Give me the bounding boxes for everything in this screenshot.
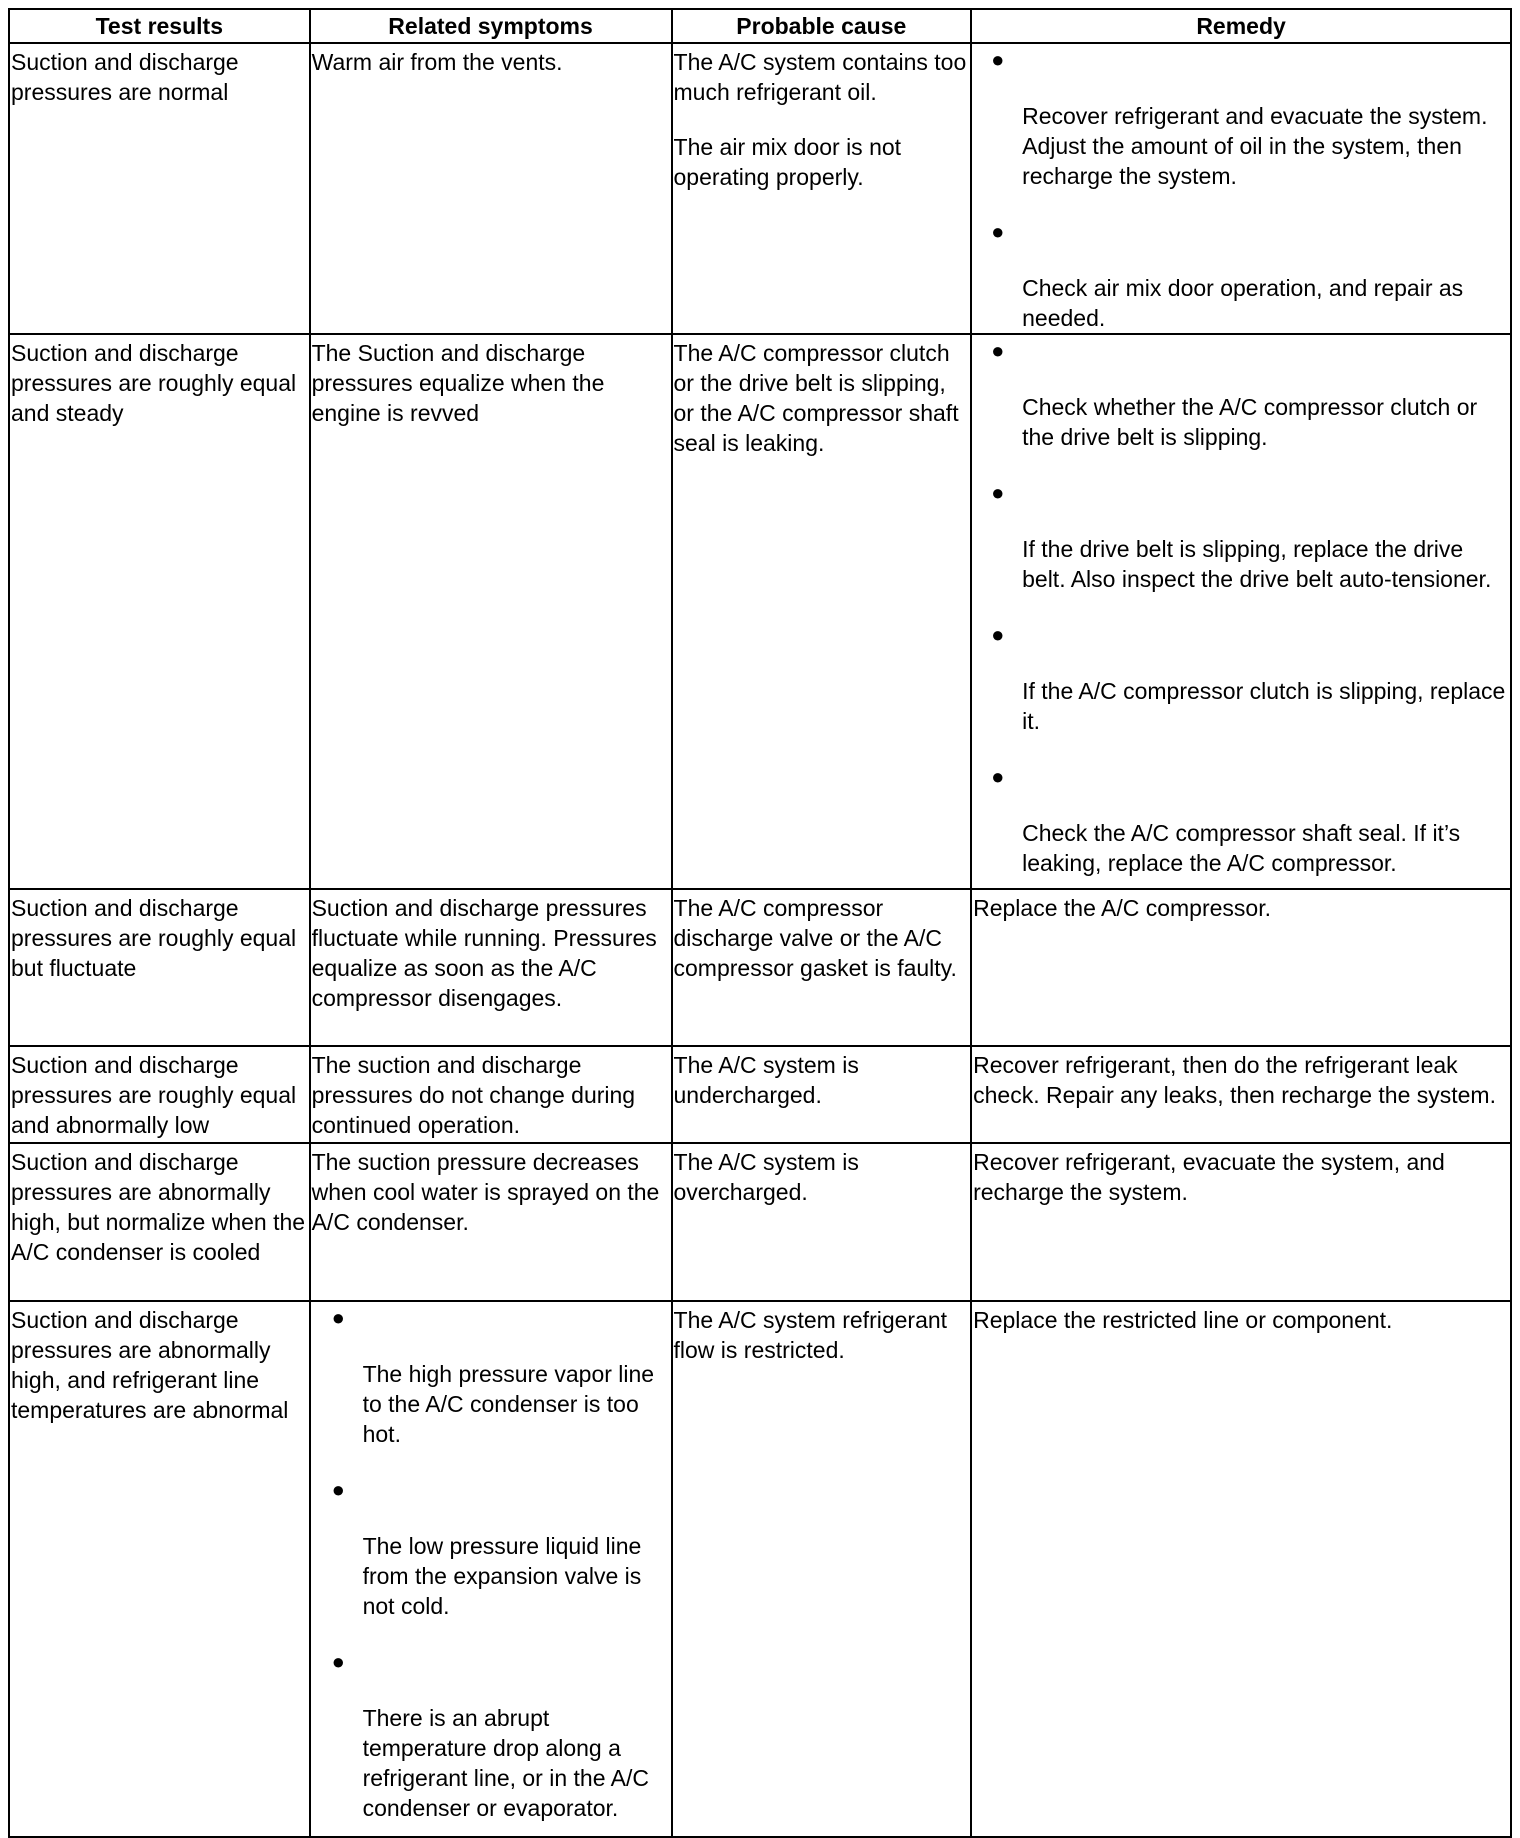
header-related-symptoms: Related symptoms bbox=[310, 9, 672, 43]
table-row bbox=[9, 1046, 1511, 1143]
table-row bbox=[9, 334, 1511, 889]
remedy-cell bbox=[971, 43, 1511, 334]
test-result-cell: Suction and discharge pressures are abnormally high, but normalize when the A/C condenser is cooled bbox=[9, 1143, 310, 1301]
cause-text: The A/C system is undercharged. bbox=[673, 1052, 859, 1108]
symptoms-cell: The Suction and discharge pressures equalize when the engine is revved bbox=[310, 334, 672, 889]
table-row bbox=[9, 889, 1511, 1046]
cause-cell bbox=[672, 1301, 972, 1837]
symptom-bullet-item bbox=[312, 1649, 671, 1823]
remedy-cell: Recover refrigerant, then do the refrigerant leak check. Repair any leaks, then recharge the system. bbox=[971, 1046, 1511, 1143]
remedy-bullet-item bbox=[973, 219, 1510, 333]
symptom-text: There is an abrupt temperature drop along a refrigerant line, or in the A/C condenser or evaporator. bbox=[362, 1705, 649, 1821]
table-row bbox=[9, 1301, 1511, 1837]
symptom-text: The high pressure vapor line to the A/C condenser is too hot. bbox=[362, 1361, 655, 1447]
symptom-bullet-item bbox=[312, 1305, 671, 1449]
bullet-icon: ● bbox=[331, 1305, 345, 1330]
cause-cell bbox=[672, 889, 972, 1046]
remedy-bullet-item bbox=[973, 480, 1510, 594]
symptoms-cell: The suction pressure decreases when cool water is sprayed on the A/C condenser. bbox=[310, 1143, 672, 1301]
table-row bbox=[9, 1143, 1511, 1301]
bullet-icon: ● bbox=[991, 338, 1005, 363]
symptom-text: The low pressure liquid line from the expansion valve is not cold. bbox=[362, 1533, 642, 1619]
symptoms-cell bbox=[310, 1301, 672, 1837]
test-result-cell: Suction and discharge pressures are abnormally high, and refrigerant line temperatures are abnormal bbox=[9, 1301, 310, 1837]
symptoms-cell: Suction and discharge pressures fluctuate while running. Pressures equalize as soon as the A/C compressor disengages. bbox=[310, 889, 672, 1046]
test-result-cell: Suction and discharge pressures are normal bbox=[9, 43, 310, 334]
header-remedy: Remedy bbox=[971, 9, 1511, 43]
header-probable-cause: Probable cause bbox=[672, 9, 972, 43]
cause-text: The air mix door is not operating properly. bbox=[673, 134, 902, 190]
remedy-text: If the drive belt is slipping, replace the drive belt. Also inspect the drive belt auto-tensioner. bbox=[1022, 536, 1492, 592]
bullet-icon: ● bbox=[991, 764, 1005, 789]
symptoms-cell: The suction and discharge pressures do not change during continued operation. bbox=[310, 1046, 672, 1143]
bullet-icon: ● bbox=[991, 219, 1005, 244]
test-result-cell: Suction and discharge pressures are roughly equal and abnormally low bbox=[9, 1046, 310, 1143]
symptoms-cell: Warm air from the vents. bbox=[310, 43, 672, 334]
cause-text: The A/C system contains too much refrigerant oil. bbox=[673, 49, 967, 105]
bullet-icon: ● bbox=[991, 47, 1005, 72]
bullet-icon: ● bbox=[331, 1649, 345, 1674]
bullet-icon: ● bbox=[991, 622, 1005, 647]
remedy-cell bbox=[971, 334, 1511, 889]
table-row bbox=[9, 43, 1511, 334]
cause-text: The A/C compressor clutch or the drive belt is slipping, or the A/C compressor shaft seal is leaking. bbox=[673, 340, 959, 456]
remedy-cell: Replace the restricted line or component. bbox=[971, 1301, 1511, 1837]
remedy-cell: Recover refrigerant, evacuate the system, and recharge the system. bbox=[971, 1143, 1511, 1301]
remedy-text: Check whether the A/C compressor clutch or the drive belt is slipping. bbox=[1022, 394, 1478, 450]
test-result-cell: Suction and discharge pressures are roughly equal and steady bbox=[9, 334, 310, 889]
remedy-bullet-item bbox=[973, 622, 1510, 736]
cause-text: The A/C system is overcharged. bbox=[673, 1149, 859, 1205]
remedy-text: Recover refrigerant and evacuate the system. Adjust the amount of oil in the system, then recharge the system. bbox=[1022, 103, 1488, 189]
cause-text: The A/C system refrigerant flow is restricted. bbox=[673, 1307, 948, 1363]
cause-cell bbox=[672, 334, 972, 889]
cause-cell bbox=[672, 43, 972, 334]
table-header-row bbox=[9, 9, 1511, 43]
bullet-icon: ● bbox=[331, 1477, 345, 1502]
pressure-diagnosis-table bbox=[8, 8, 1512, 1838]
cause-text: The A/C compressor discharge valve or the A/C compressor gasket is faulty. bbox=[673, 895, 957, 981]
cause-cell bbox=[672, 1143, 972, 1301]
header-test-results: Test results bbox=[9, 9, 310, 43]
remedy-bullet-item bbox=[973, 338, 1510, 452]
remedy-bullet-item bbox=[973, 764, 1510, 878]
remedy-text: If the A/C compressor clutch is slipping, replace it. bbox=[1022, 678, 1506, 734]
test-result-cell: Suction and discharge pressures are roughly equal but fluctuate bbox=[9, 889, 310, 1046]
remedy-bullet-item bbox=[973, 47, 1510, 191]
cause-cell bbox=[672, 1046, 972, 1143]
remedy-text: Check air mix door operation, and repair as needed. bbox=[1022, 275, 1464, 331]
symptom-bullet-item bbox=[312, 1477, 671, 1621]
bullet-icon: ● bbox=[991, 480, 1005, 505]
remedy-cell: Replace the A/C compressor. bbox=[971, 889, 1511, 1046]
remedy-text: Check the A/C compressor shaft seal. If it’s leaking, replace the A/C compressor. bbox=[1022, 820, 1461, 876]
